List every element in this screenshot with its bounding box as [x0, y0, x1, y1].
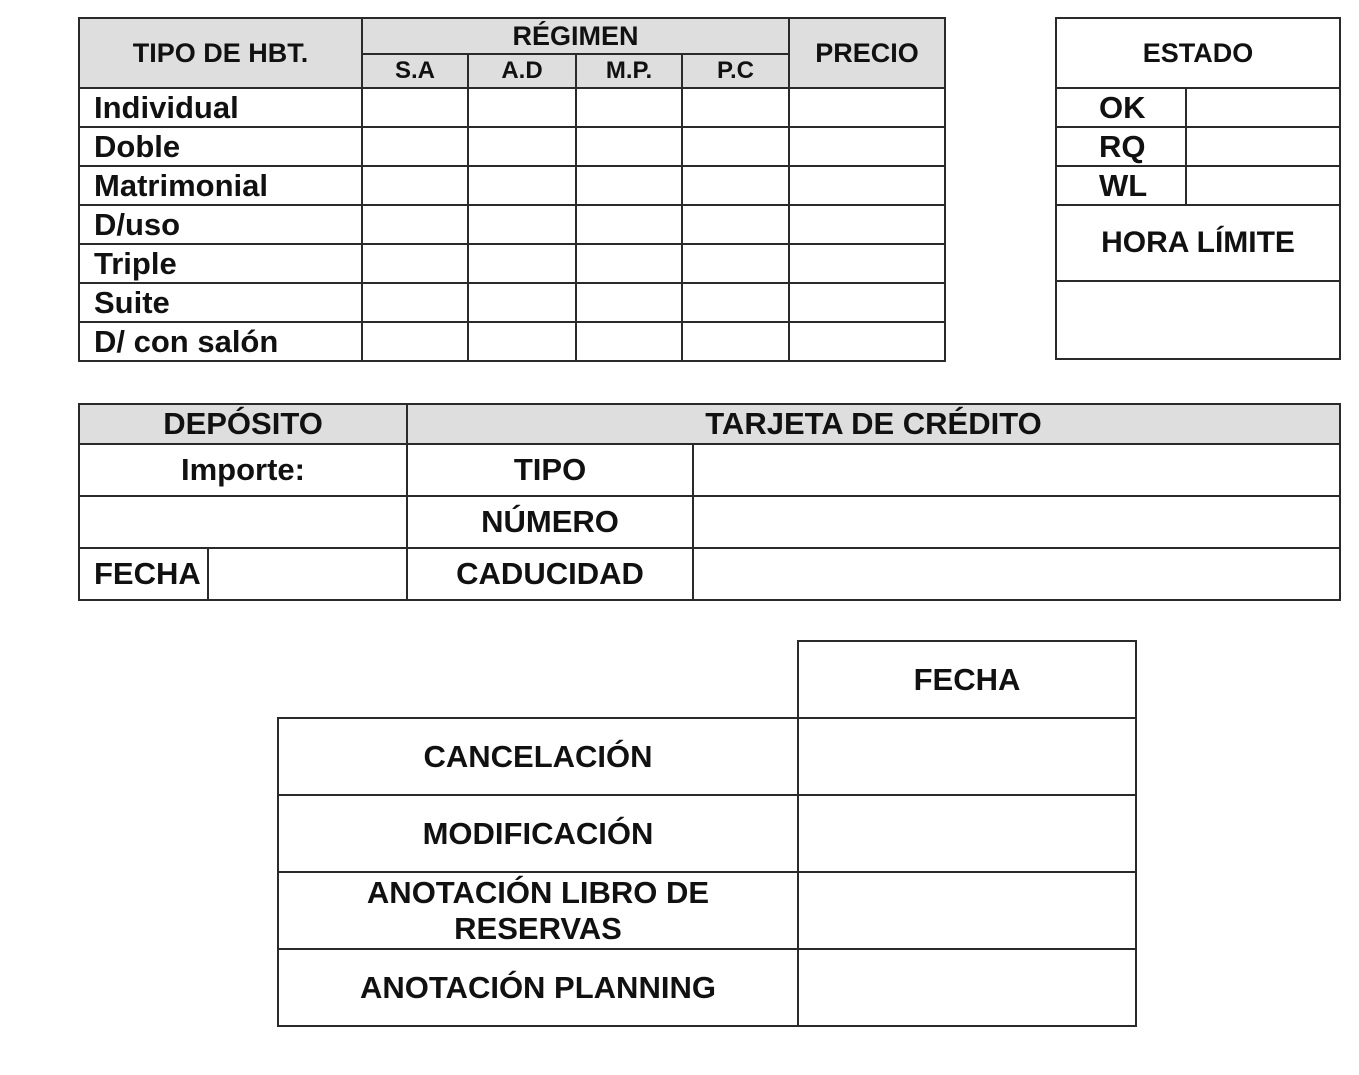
state-rq-cell[interactable]: [1186, 127, 1340, 166]
cell-ad[interactable]: [468, 244, 576, 283]
table-row: [278, 795, 1136, 872]
importe-cell[interactable]: [79, 496, 407, 548]
caducidad-cell[interactable]: [693, 548, 1340, 600]
cell-mp[interactable]: [576, 88, 682, 127]
header-tarjeta: TARJETA DE CRÉDITO: [407, 404, 1340, 444]
cell-precio[interactable]: [789, 127, 945, 166]
tipo-cell[interactable]: [693, 444, 1340, 496]
table-row: [278, 949, 1136, 1026]
cell-pc[interactable]: [682, 166, 789, 205]
cancelacion-fecha-cell[interactable]: [798, 718, 1136, 795]
room-type-label: Matrimonial: [79, 166, 362, 205]
cell-ad[interactable]: [468, 205, 576, 244]
room-type-label: Triple: [79, 244, 362, 283]
header-estado: ESTADO: [1056, 18, 1340, 88]
hora-limite-cell[interactable]: [1056, 281, 1340, 359]
anotacion-planning-fecha-cell[interactable]: [798, 949, 1136, 1026]
cell-precio[interactable]: [789, 205, 945, 244]
cell-precio[interactable]: [789, 166, 945, 205]
cell-sa[interactable]: [362, 205, 468, 244]
table-row: [79, 283, 945, 322]
table-row: [79, 244, 945, 283]
table-row: [278, 718, 1136, 795]
header-fecha: FECHA: [798, 641, 1136, 718]
estado-table: [1055, 17, 1341, 360]
room-type-table: [78, 17, 946, 362]
room-type-label: Suite: [79, 283, 362, 322]
fecha-deposito-label: FECHA: [79, 548, 208, 600]
tipo-label: TIPO: [407, 444, 693, 496]
room-type-label: Individual: [79, 88, 362, 127]
anotacion-planning-label: ANOTACIÓN PLANNING: [278, 949, 798, 1026]
header-regimen: RÉGIMEN: [362, 18, 789, 54]
table-row: [79, 166, 945, 205]
header-pc: P.C: [682, 54, 789, 88]
cancelacion-label: CANCELACIÓN: [278, 718, 798, 795]
cell-mp[interactable]: [576, 322, 682, 361]
payment-table: [78, 403, 1341, 601]
cell-precio[interactable]: [789, 244, 945, 283]
cell-precio[interactable]: [789, 283, 945, 322]
hora-limite-label: HORA LÍMITE: [1056, 205, 1340, 281]
modificacion-label: MODIFICACIÓN: [278, 795, 798, 872]
room-type-label: D/ con salón: [79, 322, 362, 361]
state-ok-label: OK: [1056, 88, 1186, 127]
cell-mp[interactable]: [576, 205, 682, 244]
empty-corner: [278, 641, 798, 718]
anotacion-libro-fecha-cell[interactable]: [798, 872, 1136, 949]
cell-pc[interactable]: [682, 127, 789, 166]
cell-pc[interactable]: [682, 244, 789, 283]
room-type-label: D/uso: [79, 205, 362, 244]
cell-ad[interactable]: [468, 322, 576, 361]
table-row: [79, 88, 945, 127]
header-ad: A.D: [468, 54, 576, 88]
cell-sa[interactable]: [362, 127, 468, 166]
header-sa: S.A: [362, 54, 468, 88]
state-wl-label: WL: [1056, 166, 1186, 205]
cell-precio[interactable]: [789, 322, 945, 361]
importe-label: Importe:: [79, 444, 407, 496]
cell-sa[interactable]: [362, 88, 468, 127]
room-type-label: Doble: [79, 127, 362, 166]
cell-ad[interactable]: [468, 88, 576, 127]
cell-pc[interactable]: [682, 283, 789, 322]
cell-mp[interactable]: [576, 127, 682, 166]
cell-mp[interactable]: [576, 283, 682, 322]
cell-precio[interactable]: [789, 88, 945, 127]
table-row: [79, 127, 945, 166]
header-tipo-hbt: TIPO DE HBT.: [79, 18, 362, 88]
anotacion-libro-label: ANOTACIÓN LIBRO DE RESERVAS: [278, 872, 798, 949]
table-row: [278, 872, 1136, 949]
state-wl-cell[interactable]: [1186, 166, 1340, 205]
actions-table: [277, 640, 1137, 1027]
numero-cell[interactable]: [693, 496, 1340, 548]
cell-ad[interactable]: [468, 127, 576, 166]
cell-mp[interactable]: [576, 166, 682, 205]
fecha-deposito-cell[interactable]: [208, 548, 407, 600]
caducidad-label: CADUCIDAD: [407, 548, 693, 600]
cell-pc[interactable]: [682, 88, 789, 127]
header-deposito: DEPÓSITO: [79, 404, 407, 444]
cell-sa[interactable]: [362, 244, 468, 283]
cell-pc[interactable]: [682, 205, 789, 244]
modificacion-fecha-cell[interactable]: [798, 795, 1136, 872]
cell-ad[interactable]: [468, 166, 576, 205]
state-ok-cell[interactable]: [1186, 88, 1340, 127]
header-mp: M.P.: [576, 54, 682, 88]
table-row: [79, 205, 945, 244]
cell-ad[interactable]: [468, 283, 576, 322]
cell-sa[interactable]: [362, 166, 468, 205]
state-rq-label: RQ: [1056, 127, 1186, 166]
cell-sa[interactable]: [362, 322, 468, 361]
cell-pc[interactable]: [682, 322, 789, 361]
cell-sa[interactable]: [362, 283, 468, 322]
cell-mp[interactable]: [576, 244, 682, 283]
numero-label: NÚMERO: [407, 496, 693, 548]
table-row: [79, 322, 945, 361]
header-precio: PRECIO: [789, 18, 945, 88]
